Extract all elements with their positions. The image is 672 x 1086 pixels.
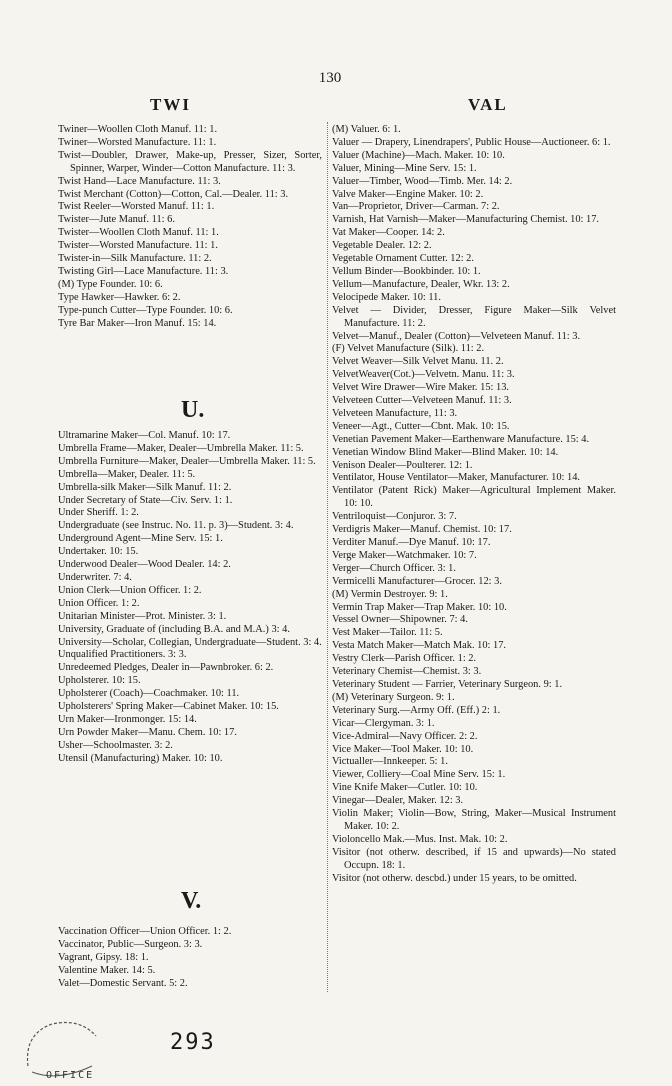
entry-line: Velvet — Divider, Dresser, Figure Maker—Silk Velvet Manufacture. 11: 2.	[332, 304, 616, 329]
entry-line: Umbrella Furniture—Maker, Dealer—Umbrella Maker. 11: 5.	[58, 455, 316, 467]
entry-line: Type Hawker—Hawker. 6: 2.	[58, 291, 181, 303]
left-column-v-entries	[58, 926, 322, 991]
entry-line: Veterinary Student — Farrier, Veterinary Surgeon. 9: 1.	[332, 678, 563, 690]
entry-line: Vessel Owner—Shipowner. 7: 4.	[332, 614, 468, 626]
entry-line: (F) Velvet Manufacture (Silk). 11: 2.	[332, 343, 485, 355]
entry-line: Upholsterer (Coach)—Coachmaker. 10: 11.	[58, 688, 240, 700]
entry-line: Unitarian Minister—Prot. Minister. 3: 1.	[58, 610, 227, 622]
entry-line: VelvetWeaver(Cot.)—Velvetn. Manu. 11: 3.	[332, 369, 515, 381]
entry-line: Twiner—Woollen Cloth Manuf. 11: 1.	[58, 124, 218, 135]
entry-line: Vinegar—Dealer, Maker. 12: 3.	[332, 795, 464, 807]
entry-line: Twist Merchant (Cotton)—Cotton, Cal.—Dealer. 11: 3.	[58, 188, 289, 200]
entry-line: Umbrella—Maker, Dealer. 11: 5.	[58, 468, 196, 480]
entry-line: Under Sheriff. 1: 2.	[58, 507, 139, 519]
entry-line: Union Officer. 1: 2.	[58, 597, 140, 609]
entry-line: Twist Reeler—Worsted Manuf. 11: 1.	[58, 201, 215, 213]
entry-line: Twist Hand—Lace Manufacture. 11: 3.	[58, 175, 221, 187]
entry-line: Usher—Schoolmaster. 3: 2.	[58, 739, 173, 751]
entry-line: Ventriloquist—Conjuror. 3: 7.	[332, 511, 457, 523]
entry-line: Umbrella Frame—Maker, Dealer—Umbrella Maker. 11: 5.	[58, 442, 304, 454]
entry-line: Twister-in—Silk Manufacture. 11: 2.	[58, 253, 212, 265]
column-divider	[327, 122, 328, 992]
entry-line: Varnish, Hat Varnish—Maker—Manufacturing Chemist. 10: 17.	[332, 214, 600, 226]
entry-line: Vaccination Officer—Union Officer. 1: 2.	[58, 926, 232, 937]
entry-line: Veterinary Surg.—Army Off. (Eff.) 2: 1.	[332, 704, 501, 716]
left-column-t-entries	[58, 124, 322, 331]
entry-line: Vegetable Dealer. 12: 2.	[332, 240, 432, 252]
entry-line: Venetian Pavement Maker—Earthenware Manufacture. 15: 4.	[332, 433, 590, 445]
entry-line: Vegetable Ornament Cutter. 12: 2.	[332, 253, 474, 265]
entry-line: Velvet Weaver—Silk Velvet Manu. 11. 2.	[332, 356, 504, 368]
entry-line: Twist—Doubler, Drawer, Make-up, Presser, Sizer, Sorter, Spinner, Warper, Winder—Cotton Manufacture. 11: 3.	[58, 149, 322, 174]
entry-line: Utensil (Manufacturing) Maker. 10: 10.	[58, 752, 223, 764]
entry-line: Twister—Woollen Cloth Manuf. 11: 1.	[58, 227, 219, 239]
entry-line: Veterinary Chemist—Chemist. 3: 3.	[332, 666, 482, 678]
entry-line: Verge Maker—Watchmaker. 10: 7.	[332, 549, 477, 561]
right-column-heading: VAL	[468, 95, 508, 114]
entry-line: Under Secretary of State—Civ. Serv. 1: 1.	[58, 494, 233, 506]
entry-line: Vice-Admiral—Navy Officer. 2: 2.	[332, 730, 478, 742]
entry-line: Vine Knife Maker—Cutler. 10: 10.	[332, 782, 478, 794]
entry-line: Umbrella-silk Maker—Silk Manuf. 11: 2.	[58, 481, 232, 493]
page-number: 130	[318, 70, 342, 86]
entry-line: Violin Maker; Violin—Bow, String, Maker—Musical Instrument Maker. 10: 2.	[332, 808, 616, 832]
entry-line: University, Graduate of (including B.A. and M.A.) 3: 4.	[58, 623, 290, 635]
entry-line: Verdigris Maker—Manuf. Chemist. 10: 17.	[332, 524, 512, 536]
entry-line: Vellum—Manufacture, Dealer, Wkr. 13: 2.	[332, 278, 510, 290]
entry-line: Underground Agent—Mine Serv. 15: 1.	[58, 533, 223, 545]
entry-line: Urn Powder Maker—Manu. Chem. 10: 17.	[58, 726, 237, 738]
entry-line: Union Clerk—Union Officer. 1: 2.	[58, 584, 202, 596]
entry-line: Violoncello Mak.—Mus. Inst. Mak. 10: 2.	[332, 833, 508, 845]
left-column-u-entries	[58, 430, 322, 766]
stamp-text: OFFICE	[46, 1070, 95, 1081]
entry-line: Valentine Maker. 14: 5.	[58, 964, 156, 976]
entry-line: (M) Vermin Destroyer. 9: 1.	[332, 588, 448, 600]
entry-line: Van—Proprietor, Driver—Carman. 7: 2.	[332, 201, 500, 213]
entry-line: Twister—Worsted Manufacture. 11: 1.	[58, 240, 218, 252]
entry-line: Tyre Bar Maker—Iron Manuf. 15: 14.	[58, 317, 217, 329]
entry-line: Twisting Girl—Lace Manufacture. 11: 3.	[58, 265, 229, 277]
entry-line: Velvet—Manuf., Dealer (Cotton)—Velveteen Manuf. 11: 3.	[332, 330, 581, 342]
entry-line: Vat Maker—Cooper. 14: 2.	[332, 227, 445, 239]
entry-line: Vicar—Clergyman. 3: 1.	[332, 717, 435, 729]
entry-line: Upholsterers' Spring Maker—Cabinet Maker. 10: 15.	[58, 701, 279, 713]
entry-line: Urn Maker—Ironmonger. 15: 14.	[58, 713, 197, 725]
entry-line: Veneer—Agt., Cutter—Cbnt. Mak. 10: 15.	[332, 420, 510, 432]
entry-line: Vellum Binder—Bookbinder. 10: 1.	[332, 265, 481, 277]
entry-line: Valuer—Timber, Wood—Timb. Mer. 14: 2.	[332, 175, 513, 187]
entry-line: Vagrant, Gipsy. 18: 1.	[58, 951, 149, 963]
entry-line: Valet—Domestic Servant. 5: 2.	[58, 977, 188, 989]
entry-line: Valve Maker—Engine Maker. 10: 2.	[332, 188, 484, 200]
entry-line: Twiner—Worsted Manufacture. 11: 1.	[58, 136, 217, 148]
entry-line: Vermicelli Manufacturer—Grocer. 12: 3.	[332, 575, 502, 587]
entry-line: (M) Type Founder. 10: 6.	[58, 278, 163, 290]
entry-line: Undergraduate (see Instruc. No. 11. p. 3)—Student. 3: 4.	[58, 520, 294, 532]
entry-line: (M) Veterinary Surgeon. 9: 1.	[332, 691, 455, 703]
entry-line: Vermin Trap Maker—Trap Maker. 10: 10.	[332, 601, 507, 613]
entry-line: Upholsterer. 10: 15.	[58, 675, 141, 687]
entry-line: Vice Maker—Tool Maker. 10: 10.	[332, 743, 474, 755]
entry-line: Valuer, Mining—Mine Serv. 15: 1.	[332, 162, 477, 174]
entry-line: Ultramarine Maker—Col. Manuf. 10: 17.	[58, 430, 231, 441]
entry-line: Twister—Jute Manuf. 11: 6.	[58, 214, 175, 226]
right-column-v-entries	[332, 124, 616, 885]
folio-number: 293	[170, 1030, 216, 1055]
office-stamp	[18, 1016, 114, 1082]
entry-line: Ventilator (Patent Rick) Maker—Agricultural Implement Maker. 10: 10.	[332, 485, 616, 510]
entry-line: Velveteen Cutter—Velveteen Manuf. 11: 3.	[332, 395, 512, 407]
entry-line: University—Scholar, Collegian, Undergraduate—Student. 3: 4.	[58, 636, 322, 648]
entry-line: Valuer (Machine)—Mach. Maker. 10: 10.	[332, 149, 505, 161]
entry-line: Unqualified Practitioners. 3: 3.	[58, 649, 187, 661]
entry-line: Vest Maker—Tailor. 11: 5.	[332, 627, 443, 639]
section-letter-v: V.	[181, 888, 202, 914]
entry-line: Valuer — Drapery, Linendrapers', Public House—Auctioneer. 6: 1.	[332, 136, 611, 148]
entry-line: Underwood Dealer—Wood Dealer. 14: 2.	[58, 559, 231, 571]
entry-line: Velocipede Maker. 10: 11.	[332, 291, 441, 303]
entry-line: Underwriter. 7: 4.	[58, 571, 132, 583]
entry-line: Vaccinator, Public—Surgeon. 3: 3.	[58, 938, 203, 950]
entry-line: Venison Dealer—Poulterer. 12: 1.	[332, 459, 473, 471]
entry-line: (M) Valuer. 6: 1.	[332, 124, 401, 135]
entry-line: Velveteen Manufacture, 11: 3.	[332, 407, 458, 419]
section-letter-u: U.	[181, 397, 205, 423]
entry-line: Victualler—Innkeeper. 5: 1.	[332, 756, 448, 768]
entry-line: Unredeemed Pledges, Dealer in—Pawnbroker. 6: 2.	[58, 662, 274, 674]
entry-line: Viewer, Colliery—Coal Mine Serv. 15: 1.	[332, 769, 506, 781]
entry-line: Vestry Clerk—Parish Officer. 1: 2.	[332, 653, 477, 665]
entry-line: Verger—Church Officer. 3: 1.	[332, 562, 456, 574]
entry-line: Venetian Window Blind Maker—Blind Maker. 10: 14.	[332, 446, 559, 458]
entry-line: Type-punch Cutter—Type Founder. 10: 6.	[58, 304, 233, 316]
entry-line: Velvet Wire Drawer—Wire Maker. 15: 13.	[332, 382, 509, 394]
entry-line: Visitor (not otherw. descbd.) under 15 years, to be omitted.	[332, 872, 577, 884]
left-column-heading: TWI	[150, 95, 191, 114]
entry-line: Verditer Manuf.—Dye Manuf. 10: 17.	[332, 537, 491, 548]
entry-line: Undertaker. 10: 15.	[58, 546, 139, 558]
entry-line: Visitor (not otherw. described, if 15 and upwards)—No stated Occupn. 18: 1.	[332, 846, 616, 871]
entry-line: Vesta Match Maker—Match Mak. 10: 17.	[332, 640, 507, 652]
entry-line: Ventilator, House Ventilator—Maker, Manufacturer. 10: 14.	[332, 472, 580, 484]
